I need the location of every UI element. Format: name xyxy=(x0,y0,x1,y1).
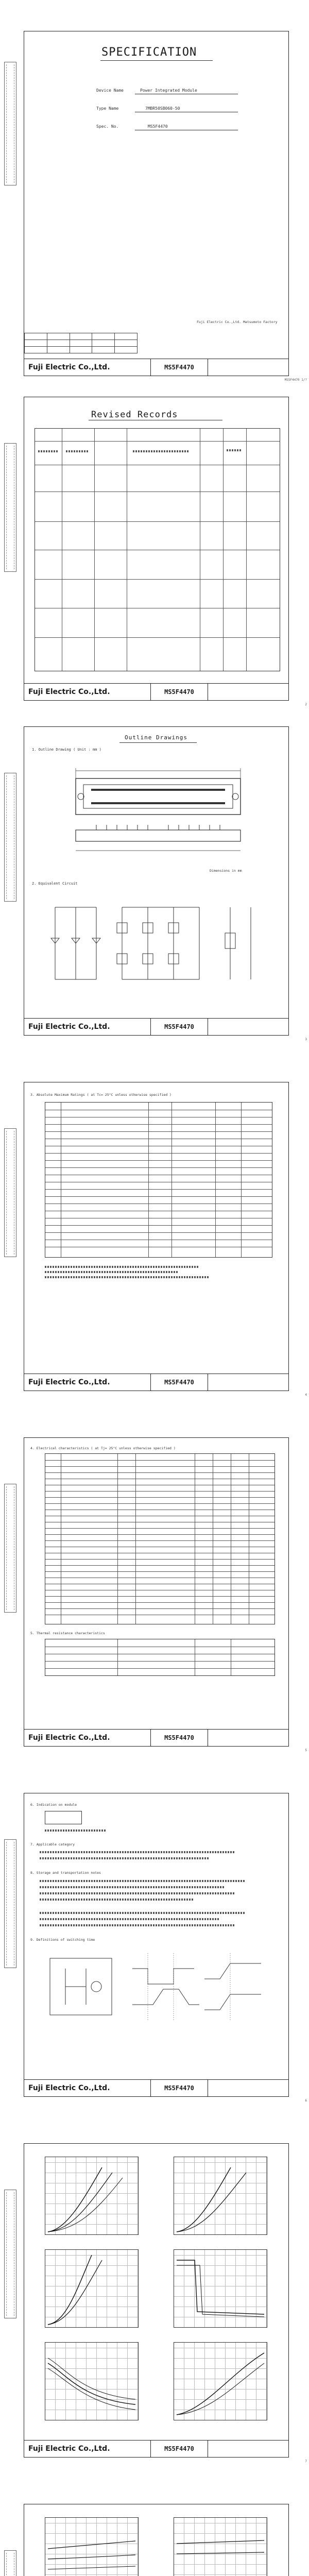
characteristics-heading: 4. Electrical characteristics ( at Tj= 25°C unless otherwise specified ) xyxy=(30,1446,176,1450)
notes-footer xyxy=(24,2079,288,2096)
ratings-notes xyxy=(45,1263,271,1281)
page-number: MS5F4470 1/? xyxy=(284,378,307,382)
curve-chart xyxy=(174,2517,267,2576)
margin-stamp xyxy=(4,2190,16,2318)
cover-field-value-3: MS5F4470 xyxy=(148,124,168,129)
doc-number: MS5F4470 xyxy=(150,2441,208,2457)
cover-field-value-1: Power Integrated Module xyxy=(140,88,197,93)
company-name: Fuji Electric Co.,Ltd. xyxy=(28,363,110,371)
doc-number: MS5F4470 xyxy=(150,1730,208,1746)
outline-note: Dimensions in mm xyxy=(210,869,242,873)
equiv-heading: 2. Equivalent Circuit xyxy=(32,882,78,886)
equivalent-circuit xyxy=(45,892,271,995)
curve-chart xyxy=(45,2249,139,2328)
revisions-footer xyxy=(24,683,288,700)
characteristics-footer xyxy=(24,1729,288,1746)
notes-page xyxy=(24,1793,289,2097)
doc-number: MS5F4470 xyxy=(150,359,208,376)
cover-title: SPECIFICATION xyxy=(101,46,197,59)
outline-title: Outline Drawings xyxy=(125,734,187,741)
outline-footer xyxy=(24,1018,288,1035)
cover-footer xyxy=(24,359,288,376)
curve-chart xyxy=(45,2342,139,2420)
curve-chart xyxy=(174,2249,267,2328)
thermal-table xyxy=(45,1639,275,1676)
thermal-heading: 5. Thermal resistance characteristics xyxy=(30,1631,105,1635)
revisions-table xyxy=(35,428,280,671)
margin-stamp xyxy=(4,1839,16,1968)
characteristics-table xyxy=(45,1453,275,1624)
company-name: Fuji Electric Co.,Ltd. xyxy=(28,2084,110,2092)
outline-page xyxy=(24,726,289,1036)
page-number: 3 xyxy=(305,1038,307,1041)
doc-number: MS5F4470 xyxy=(150,1019,208,1035)
page-number: 2 xyxy=(305,703,307,706)
ratings-table xyxy=(45,1102,272,1258)
curves-footer xyxy=(24,2440,288,2457)
curves-page-2 xyxy=(24,2504,289,2576)
characteristics-page xyxy=(24,1437,289,1747)
notes-sub3: 9. Definitions of switching time xyxy=(30,1938,95,1942)
page-number: 6 xyxy=(305,2099,307,2103)
curve-chart xyxy=(45,2157,139,2235)
ratings-page xyxy=(24,1082,289,1391)
revisions-page xyxy=(24,397,289,701)
page-number: 5 xyxy=(305,1749,307,1752)
switching-diagram xyxy=(45,1948,271,2025)
margin-stamp xyxy=(4,1484,16,1613)
approval-note: Fuji Electric Co.,Ltd. Matsumoto Factory xyxy=(197,320,278,324)
notes-sub1: 7. Applicable category xyxy=(30,1842,75,1846)
cover-field-label-1: Device Name xyxy=(96,88,124,93)
company-name: Fuji Electric Co.,Ltd. xyxy=(28,688,110,696)
ratings-heading: 3. Absolute Maximum Ratings ( at Tc= 25°C unless otherwise specified ) xyxy=(30,1093,171,1097)
cover-field-value-2: 7MBR50SB060-50 xyxy=(145,106,180,111)
outline-drawing xyxy=(55,758,261,866)
doc-number: MS5F4470 xyxy=(150,684,208,700)
company-name: Fuji Electric Co.,Ltd. xyxy=(28,1734,110,1742)
margin-stamp xyxy=(4,443,16,572)
company-name: Fuji Electric Co.,Ltd. xyxy=(28,1378,110,1386)
cover-field-label-3: Spec. No. xyxy=(96,124,119,129)
curves-page-1 xyxy=(24,2143,289,2458)
company-name: Fuji Electric Co.,Ltd. xyxy=(28,1023,110,1031)
margin-stamp xyxy=(4,62,16,185)
page-number: 7 xyxy=(305,2460,307,2463)
curve-chart xyxy=(174,2157,267,2235)
ratings-footer xyxy=(24,1374,288,1391)
notes-sub2: 8. Storage and transportation notes xyxy=(30,1871,101,1875)
margin-stamp xyxy=(4,1128,16,1257)
margin-stamp xyxy=(4,773,16,902)
cover-page xyxy=(24,31,289,376)
curve-chart xyxy=(45,2517,139,2576)
revisions-title: Revised Records xyxy=(91,410,178,420)
curve-chart xyxy=(174,2342,267,2420)
doc-number: MS5F4470 xyxy=(150,1374,208,1391)
page-number: 4 xyxy=(305,1393,307,1397)
outline-heading: 1. Outline Drawing ( Unit : mm ) xyxy=(32,748,101,752)
notes-heading: 6. Indication on module xyxy=(30,1803,77,1807)
cover-field-label-2: Type Name xyxy=(96,106,119,111)
company-name: Fuji Electric Co.,Ltd. xyxy=(28,2445,110,2453)
margin-stamp xyxy=(4,2550,16,2576)
approval-table xyxy=(24,333,138,353)
doc-number: MS5F4470 xyxy=(150,2080,208,2096)
